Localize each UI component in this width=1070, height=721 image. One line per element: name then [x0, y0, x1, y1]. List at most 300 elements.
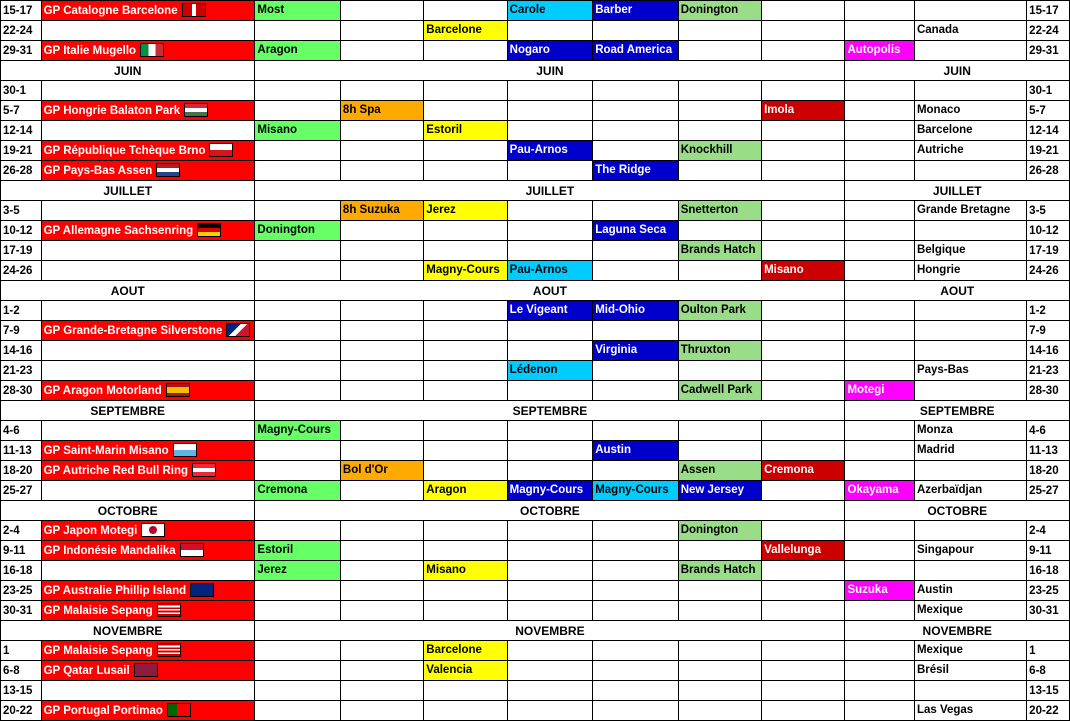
event-cell — [678, 701, 761, 721]
calendar-row — [1, 461, 1070, 481]
event-label: 8h Spa — [342, 104, 381, 117]
event-cell — [845, 541, 914, 561]
event-cell — [255, 581, 341, 601]
motogp-event-cell[interactable] — [41, 41, 255, 61]
event-label: Lédenon — [509, 364, 558, 377]
event-label: Most — [257, 4, 285, 17]
event-cell — [255, 381, 341, 401]
calendar-row — [1, 261, 1070, 281]
month-label-right: JUIN — [845, 61, 1070, 81]
event-cell — [340, 561, 423, 581]
motogp-event-cell — [41, 121, 255, 141]
calendar-row — [1, 701, 1070, 721]
month-label-center: SEPTEMBRE — [255, 401, 845, 421]
event-label: GP Italie Mugello — [43, 44, 137, 57]
event-cell[interactable] — [593, 341, 679, 361]
event-cell — [762, 301, 845, 321]
event-cell[interactable] — [255, 481, 341, 501]
event-cell — [762, 1, 845, 21]
date-cell-right: 29-31 — [1027, 41, 1070, 61]
month-label-center: JUILLET — [255, 181, 845, 201]
event-cell[interactable] — [507, 361, 593, 381]
event-label: Azerbaïdjan — [916, 484, 983, 497]
event-label: Misano — [764, 264, 804, 277]
event-cell[interactable] — [424, 481, 507, 501]
event-cell — [507, 321, 593, 341]
date-cell-left: 1 — [1, 641, 42, 661]
event-label: Pau-Arnos — [509, 144, 568, 157]
event-cell — [762, 641, 845, 661]
date-cell-left: 11-13 — [1, 441, 42, 461]
event-cell — [424, 681, 507, 701]
event-cell[interactable] — [845, 41, 914, 61]
event-cell — [424, 341, 507, 361]
event-cell — [762, 341, 845, 361]
event-label: Magny-Cours — [509, 484, 584, 497]
event-cell — [845, 461, 914, 481]
event-cell[interactable] — [914, 141, 1026, 161]
event-cell[interactable] — [914, 261, 1026, 281]
flag-icon — [197, 223, 221, 237]
event-cell[interactable] — [914, 21, 1026, 41]
motogp-event-cell — [41, 241, 255, 261]
motogp-event-cell[interactable] — [41, 641, 255, 661]
date-cell-right: 18-20 — [1027, 461, 1070, 481]
event-cell[interactable] — [914, 121, 1026, 141]
calendar-row — [1, 341, 1070, 361]
event-cell — [593, 461, 679, 481]
event-cell — [678, 121, 761, 141]
event-cell[interactable] — [593, 481, 679, 501]
motogp-event-cell[interactable] — [41, 161, 255, 181]
event-label: GP Indonésie Mandalika — [43, 544, 176, 557]
event-cell — [762, 161, 845, 181]
event-cell — [340, 381, 423, 401]
event-cell — [340, 221, 423, 241]
event-cell[interactable] — [678, 1, 761, 21]
date-cell-left: 5-7 — [1, 101, 42, 121]
month-label-right: AOUT — [845, 281, 1070, 301]
event-cell[interactable] — [507, 481, 593, 501]
event-cell — [507, 441, 593, 461]
event-cell — [845, 261, 914, 281]
event-cell[interactable] — [593, 41, 679, 61]
event-cell[interactable] — [255, 541, 341, 561]
event-cell — [255, 461, 341, 481]
event-cell — [424, 141, 507, 161]
date-cell-right: 23-25 — [1027, 581, 1070, 601]
event-cell[interactable] — [914, 421, 1026, 441]
calendar-row — [1, 421, 1070, 441]
flag-icon — [166, 383, 190, 397]
calendar-row — [1, 581, 1070, 601]
event-cell[interactable] — [507, 1, 593, 21]
event-cell — [845, 561, 914, 581]
date-cell-right: 13-15 — [1027, 681, 1070, 701]
calendar-row — [1, 561, 1070, 581]
date-cell-right: 17-19 — [1027, 241, 1070, 261]
event-cell[interactable] — [762, 541, 845, 561]
event-cell — [845, 161, 914, 181]
event-cell — [762, 21, 845, 41]
event-cell — [762, 681, 845, 701]
motogp-event-cell[interactable] — [41, 661, 255, 681]
event-label: GP Pays-Bas Assen — [43, 164, 153, 177]
event-cell — [255, 361, 341, 381]
event-cell — [507, 101, 593, 121]
date-cell-left: 28-30 — [1, 381, 42, 401]
event-cell[interactable] — [914, 241, 1026, 261]
event-cell[interactable] — [678, 561, 761, 581]
motogp-event-cell[interactable] — [41, 541, 255, 561]
event-label: Donington — [680, 524, 739, 537]
event-label: Donington — [257, 224, 315, 237]
event-cell — [678, 81, 761, 101]
motogp-event-cell[interactable] — [41, 221, 255, 241]
event-cell — [507, 641, 593, 661]
event-cell — [340, 521, 423, 541]
event-cell[interactable] — [914, 541, 1026, 561]
calendar-row — [1, 241, 1070, 261]
flag-icon — [180, 543, 204, 557]
event-cell — [914, 81, 1026, 101]
motogp-event-cell[interactable] — [41, 381, 255, 401]
event-cell — [255, 601, 341, 621]
event-cell — [845, 241, 914, 261]
event-label: Valencia — [426, 664, 473, 677]
flag-icon — [141, 523, 165, 537]
month-label-left: JUIN — [1, 61, 255, 81]
month-label-center: NOVEMBRE — [255, 621, 845, 641]
event-cell[interactable] — [762, 101, 845, 121]
event-cell — [255, 161, 341, 181]
date-cell-left: 17-19 — [1, 241, 42, 261]
calendar-row — [1, 381, 1070, 401]
event-cell — [340, 361, 423, 381]
event-cell[interactable] — [507, 301, 593, 321]
event-cell[interactable] — [424, 561, 507, 581]
event-cell[interactable] — [424, 641, 507, 661]
event-label: Snetterton — [680, 204, 739, 217]
event-cell — [762, 661, 845, 681]
event-cell — [255, 441, 341, 461]
event-label: Mid-Ohio — [595, 304, 646, 317]
event-cell[interactable] — [424, 261, 507, 281]
calendar-row — [1, 321, 1070, 341]
event-cell — [914, 1, 1026, 21]
event-cell — [678, 541, 761, 561]
event-cell — [507, 601, 593, 621]
flag-icon — [156, 163, 180, 177]
event-cell[interactable] — [340, 461, 423, 481]
event-cell — [914, 341, 1026, 361]
event-label: GP Australie Phillip Island — [43, 584, 187, 597]
event-cell[interactable] — [678, 341, 761, 361]
motogp-event-cell[interactable] — [41, 461, 255, 481]
calendar-row — [1, 641, 1070, 661]
event-cell[interactable] — [255, 561, 341, 581]
event-cell[interactable] — [255, 421, 341, 441]
calendar-row — [1, 681, 1070, 701]
event-cell — [424, 581, 507, 601]
event-cell[interactable] — [424, 201, 507, 221]
month-label-center: JUIN — [255, 61, 845, 81]
event-label: Virginia — [595, 344, 638, 357]
event-label: Canada — [916, 24, 959, 37]
event-cell[interactable] — [762, 261, 845, 281]
event-label: Monaco — [916, 104, 961, 117]
event-cell — [507, 421, 593, 441]
event-cell — [507, 241, 593, 261]
event-cell[interactable] — [255, 41, 341, 61]
event-cell — [340, 241, 423, 261]
event-cell[interactable] — [914, 701, 1026, 721]
event-cell — [340, 661, 423, 681]
event-cell — [762, 361, 845, 381]
calendar-row — [1, 541, 1070, 561]
event-cell — [593, 561, 679, 581]
event-cell — [340, 321, 423, 341]
event-cell[interactable] — [914, 661, 1026, 681]
event-cell[interactable] — [424, 121, 507, 141]
month-separator-row — [1, 61, 1070, 81]
event-label: Magny-Cours — [595, 484, 669, 497]
event-cell — [593, 121, 679, 141]
event-cell[interactable] — [340, 101, 423, 121]
event-cell[interactable] — [914, 481, 1026, 501]
month-separator-row — [1, 401, 1070, 421]
motogp-event-cell[interactable] — [41, 521, 255, 541]
event-cell[interactable] — [593, 441, 679, 461]
event-cell — [255, 201, 341, 221]
event-cell[interactable] — [255, 221, 341, 241]
date-cell-right: 7-9 — [1027, 321, 1070, 341]
event-cell — [424, 41, 507, 61]
event-cell[interactable] — [914, 101, 1026, 121]
event-label: Barber — [595, 4, 633, 17]
motogp-event-cell — [41, 21, 255, 41]
event-label: Jerez — [426, 204, 456, 217]
date-cell-right: 24-26 — [1027, 261, 1070, 281]
event-cell[interactable] — [678, 521, 761, 541]
event-cell — [914, 381, 1026, 401]
month-separator-row — [1, 621, 1070, 641]
event-cell[interactable] — [593, 1, 679, 21]
event-label: Austin — [595, 444, 631, 457]
event-cell[interactable] — [507, 261, 593, 281]
event-label: Belgique — [916, 244, 966, 257]
event-cell — [340, 21, 423, 41]
motogp-event-cell — [41, 201, 255, 221]
event-cell[interactable] — [340, 201, 423, 221]
event-cell[interactable] — [678, 461, 761, 481]
event-label: Barcelone — [426, 24, 482, 37]
event-cell — [593, 361, 679, 381]
flag-icon — [226, 323, 250, 337]
event-label: Autopolis — [847, 44, 901, 57]
flag-icon — [140, 43, 164, 57]
calendar-row — [1, 101, 1070, 121]
event-label: Brands Hatch — [680, 564, 756, 577]
date-cell-right: 12-14 — [1027, 121, 1070, 141]
event-cell — [678, 161, 761, 181]
event-label: Monza — [916, 424, 953, 437]
event-cell[interactable] — [678, 201, 761, 221]
event-cell[interactable] — [914, 601, 1026, 621]
event-cell[interactable] — [507, 141, 593, 161]
date-cell-left: 6-8 — [1, 661, 42, 681]
event-cell[interactable] — [914, 201, 1026, 221]
event-cell — [762, 701, 845, 721]
event-cell — [507, 221, 593, 241]
event-cell — [762, 201, 845, 221]
event-cell — [424, 601, 507, 621]
event-cell[interactable] — [507, 41, 593, 61]
motogp-event-cell[interactable] — [41, 441, 255, 461]
date-cell-left: 29-31 — [1, 41, 42, 61]
event-cell — [507, 81, 593, 101]
motogp-event-cell[interactable] — [41, 601, 255, 621]
event-cell[interactable] — [678, 301, 761, 321]
event-cell[interactable] — [593, 221, 679, 241]
date-cell-left: 26-28 — [1, 161, 42, 181]
event-cell — [507, 121, 593, 141]
event-label: Road America — [595, 44, 673, 57]
motogp-event-cell — [41, 361, 255, 381]
event-cell — [845, 421, 914, 441]
event-cell[interactable] — [845, 481, 914, 501]
event-cell — [914, 321, 1026, 341]
event-cell — [340, 421, 423, 441]
calendar-row — [1, 521, 1070, 541]
event-cell[interactable] — [914, 361, 1026, 381]
event-label: GP Malaisie Sepang — [43, 604, 153, 617]
motogp-event-cell[interactable] — [41, 581, 255, 601]
event-cell — [255, 241, 341, 261]
date-cell-left: 10-12 — [1, 221, 42, 241]
event-cell — [593, 641, 679, 661]
date-cell-left: 13-15 — [1, 681, 42, 701]
event-cell — [507, 701, 593, 721]
calendar-row — [1, 161, 1070, 181]
event-label: Knockhill — [680, 144, 733, 157]
event-cell[interactable] — [678, 241, 761, 261]
event-cell — [424, 461, 507, 481]
event-label: Vallelunga — [764, 544, 821, 557]
date-cell-left: 3-5 — [1, 201, 42, 221]
event-label: GP République Tchèque Brno — [43, 144, 206, 157]
date-cell-right: 19-21 — [1027, 141, 1070, 161]
event-cell — [593, 541, 679, 561]
date-cell-right: 9-11 — [1027, 541, 1070, 561]
date-cell-left: 4-6 — [1, 421, 42, 441]
event-label: The Ridge — [595, 164, 651, 177]
month-label-left: SEPTEMBRE — [1, 401, 255, 421]
date-cell-left: 16-18 — [1, 561, 42, 581]
event-cell — [340, 681, 423, 701]
event-cell[interactable] — [845, 381, 914, 401]
event-cell — [914, 41, 1026, 61]
event-label: Brésil — [916, 664, 949, 677]
date-cell-right: 11-13 — [1027, 441, 1070, 461]
event-cell[interactable] — [593, 161, 679, 181]
calendar-row — [1, 121, 1070, 141]
event-cell[interactable] — [845, 581, 914, 601]
event-label: 8h Suzuka — [342, 204, 400, 217]
event-label: GP Autriche Red Bull Ring — [43, 464, 189, 477]
event-cell — [762, 481, 845, 501]
event-label: Grande Bretagne — [916, 204, 1011, 217]
date-cell-left: 18-20 — [1, 461, 42, 481]
event-cell — [424, 81, 507, 101]
event-cell[interactable] — [255, 1, 341, 21]
event-label: Cremona — [257, 484, 308, 497]
date-cell-left: 22-24 — [1, 21, 42, 41]
event-label: GP Aragon Motorland — [43, 384, 162, 397]
event-cell[interactable] — [424, 661, 507, 681]
event-cell — [678, 581, 761, 601]
event-cell — [424, 101, 507, 121]
motogp-event-cell[interactable] — [41, 101, 255, 121]
event-label: Nogaro — [509, 44, 550, 57]
event-cell — [593, 601, 679, 621]
event-cell — [255, 141, 341, 161]
event-cell — [593, 421, 679, 441]
event-label: Bol d'Or — [342, 464, 388, 477]
event-cell — [507, 521, 593, 541]
event-cell[interactable] — [255, 121, 341, 141]
event-label: Estoril — [257, 544, 294, 557]
motogp-event-cell[interactable] — [41, 321, 255, 341]
event-cell[interactable] — [762, 461, 845, 481]
event-cell[interactable] — [424, 21, 507, 41]
motogp-event-cell[interactable] — [41, 141, 255, 161]
event-label: Barcelone — [426, 644, 482, 657]
event-cell — [593, 581, 679, 601]
event-cell[interactable] — [914, 641, 1026, 661]
event-cell — [762, 321, 845, 341]
event-cell — [507, 461, 593, 481]
motogp-event-cell[interactable] — [41, 1, 255, 21]
month-label-left: JUILLET — [1, 181, 255, 201]
event-cell[interactable] — [593, 301, 679, 321]
date-cell-right: 6-8 — [1027, 661, 1070, 681]
motogp-event-cell[interactable] — [41, 701, 255, 721]
month-separator-row — [1, 181, 1070, 201]
event-cell[interactable] — [914, 581, 1026, 601]
event-cell — [424, 521, 507, 541]
event-cell — [340, 701, 423, 721]
event-cell — [762, 121, 845, 141]
event-cell — [678, 641, 761, 661]
event-label: GP Catalogne Barcelone — [43, 4, 178, 17]
event-cell — [845, 441, 914, 461]
event-cell — [340, 441, 423, 461]
event-cell — [845, 1, 914, 21]
event-cell — [762, 601, 845, 621]
event-cell[interactable] — [678, 381, 761, 401]
event-label: Okayama — [847, 484, 899, 497]
event-cell[interactable] — [914, 441, 1026, 461]
event-cell — [593, 321, 679, 341]
event-cell[interactable] — [678, 141, 761, 161]
event-cell — [507, 381, 593, 401]
date-cell-right: 16-18 — [1027, 561, 1070, 581]
event-cell — [845, 701, 914, 721]
event-cell — [424, 381, 507, 401]
event-cell[interactable] — [678, 481, 761, 501]
motogp-event-cell — [41, 261, 255, 281]
